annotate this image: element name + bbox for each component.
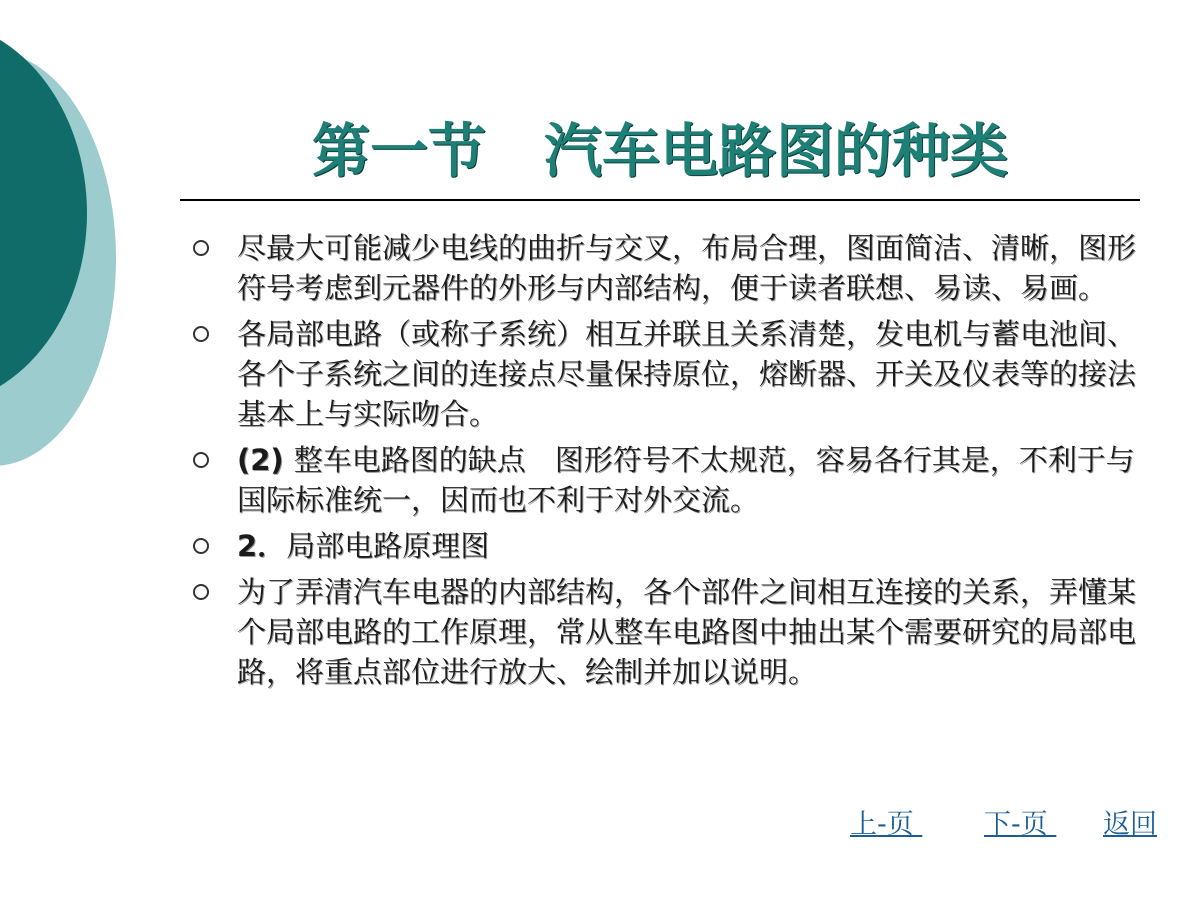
bullet-text: 各局部电路（或称子系统）相互并联且关系清楚，发电机与蓄电池间、各个子系统之间的连接点尽量保持原位，熔断器、开关及仪表等的接法基本上与实际吻合。 [237, 317, 1137, 431]
bullet-prefix: 2． [237, 529, 287, 563]
bullet-item [180, 314, 1160, 434]
circle-bullet-icon [193, 452, 209, 468]
next-page-link[interactable]: 下-页 [984, 809, 1057, 840]
bullet-prefix: (2) [237, 443, 294, 477]
bullet-text: 整车电路图的缺点 图形符号不太规范，容易各行其是，不利于与国际标准统一，因而也不利于对外交流。 [237, 443, 1135, 517]
circle-bullet-icon [193, 240, 209, 256]
bullet-item [180, 228, 1160, 308]
return-link[interactable]: 返回 [1103, 809, 1157, 840]
bullet-list [180, 228, 1160, 698]
title-divider [180, 199, 1140, 201]
bullet-item [180, 572, 1160, 692]
bullet-text: 局部电路原理图 [286, 529, 490, 563]
previous-page-link[interactable]: 上-页 [850, 809, 923, 840]
bullet-text: 为了弄清汽车电器的内部结构，各个部件之间相互连接的关系，弄懂某个局部电路的工作原理，常从整车电路图中抽出某个需要研究的局部电路，将重点部位进行放大、绘制并加以说明。 [237, 575, 1137, 689]
bullet-item [180, 440, 1160, 520]
bullet-item [180, 526, 1160, 566]
circle-bullet-icon [193, 326, 209, 342]
slide-title: 第一节 汽车电路图的种类 [311, 117, 1008, 185]
circle-bullet-icon [193, 584, 209, 600]
bullet-text: 尽最大可能减少电线的曲折与交叉，布局合理，图面简洁、清晰，图形符号考虑到元器件的外形与内部结构，便于读者联想、易读、易画。 [237, 231, 1137, 305]
circle-bullet-icon [193, 538, 209, 554]
